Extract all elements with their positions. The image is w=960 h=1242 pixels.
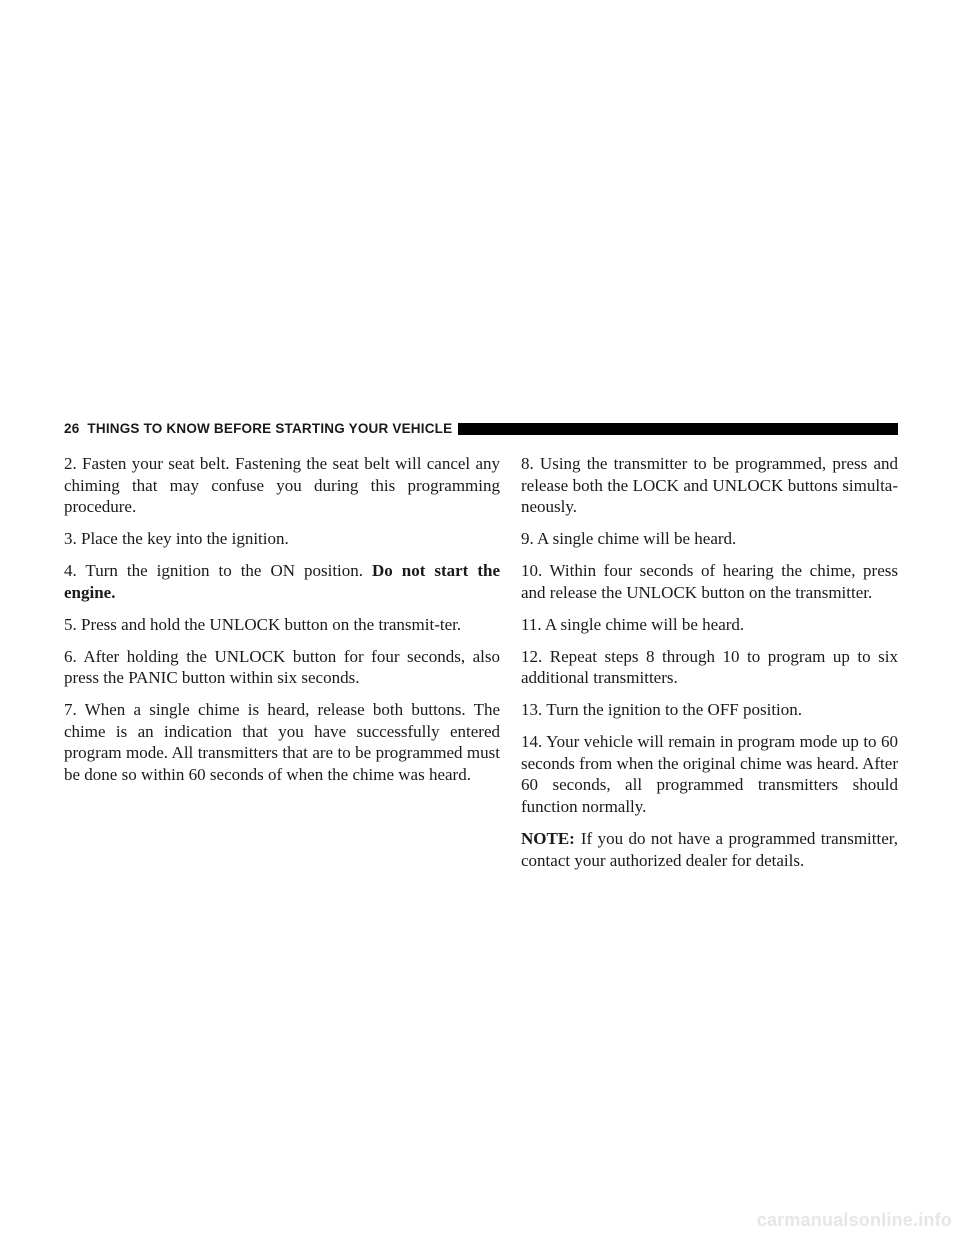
step-8: 8. Using the transmitter to be programmed, press and release both the LOCK and UNLOCK buttons simulta-neously. — [521, 454, 898, 517]
note-label: NOTE: — [521, 829, 575, 849]
note-text: If you do not have a programmed transmitter, contact your authorized dealer for details. — [521, 829, 898, 870]
step-11: 11. A single chime will be heard. — [521, 614, 745, 634]
step-2: 2. Fasten your seat belt. Fastening the seat belt will cancel any chiming that may confuse you during this programming procedure. — [64, 454, 500, 517]
step-9: 9. A single chime will be heard. — [521, 529, 737, 549]
step-4-warning: Do not start the engine. — [64, 561, 500, 602]
left-column — [64, 453, 500, 796]
step-7: 7. When a single chime is heard, release both buttons. The chime is an indication that you have successfully entered program mode. All transmitters that are to be programmed must be done so within 60 seconds of when the chime was heard. — [64, 700, 500, 785]
step-6: 6. After holding the UNLOCK button for four seconds, also press the PANIC button within six seconds. — [64, 646, 500, 688]
step-4 — [64, 560, 500, 603]
header-rule-bar — [458, 423, 898, 435]
step-14: 14. Your vehicle will remain in program mode up to 60 seconds from when the original chime was heard. After 60 seconds, all programmed transmitters should function normally. — [521, 732, 898, 817]
step-3: 3. Place the key into the ignition. — [64, 529, 289, 549]
step-5: 5. Press and hold the UNLOCK button on the transmit-ter. — [64, 614, 462, 634]
section-title: THINGS TO KNOW BEFORE STARTING YOUR VEHICLE — [87, 420, 453, 436]
right-column — [521, 453, 898, 882]
step-13: 13. Turn the ignition to the OFF position. — [521, 700, 803, 720]
step-4-text: 4. Turn the ignition to the ON position. — [64, 561, 372, 581]
step-12: 12. Repeat steps 8 through 10 to program up to six additional transmitters. — [521, 646, 898, 688]
page-number: 26 — [64, 420, 80, 436]
page-header — [64, 418, 898, 438]
watermark: carmanualsonline.info — [756, 1210, 952, 1230]
step-10: 10. Within four seconds of hearing the chime, press and release the UNLOCK button on the transmitter. — [521, 561, 898, 602]
note — [521, 828, 898, 871]
